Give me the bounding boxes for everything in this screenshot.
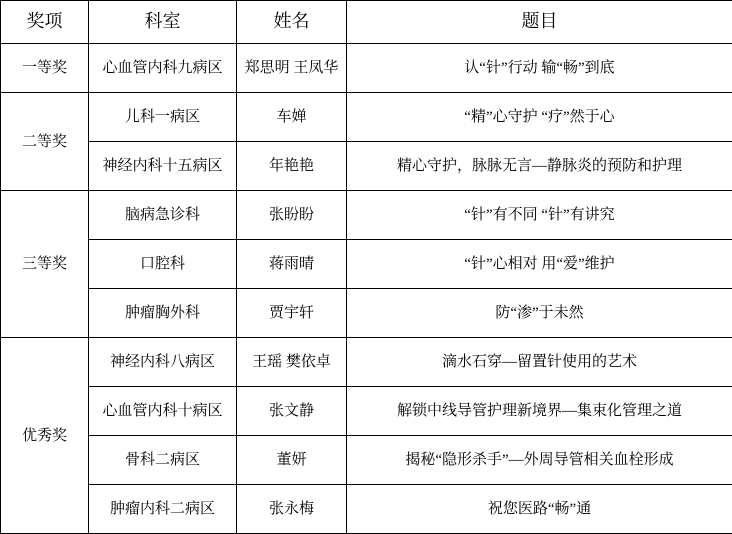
table-row xyxy=(1,289,732,338)
name-cell: 张永梅 xyxy=(237,485,347,534)
column-header-title: 题目 xyxy=(347,1,732,44)
table-row xyxy=(1,240,732,289)
department-cell: 脑病急诊科 xyxy=(89,191,237,240)
title-cell: 精心守护，脉脉无言—静脉炎的预防和护理 xyxy=(347,142,732,191)
name-cell: 张文静 xyxy=(237,387,347,436)
department-cell: 肿瘤内科二病区 xyxy=(89,485,237,534)
table-row xyxy=(1,436,732,485)
department-cell: 心血管内科十病区 xyxy=(89,387,237,436)
title-cell: 解锁中线导管护理新境界—集束化管理之道 xyxy=(347,387,732,436)
title-cell: “针”心相对 用“爱”维护 xyxy=(347,240,732,289)
table-row xyxy=(1,387,732,436)
title-cell: 滴水石穿—留置针使用的艺术 xyxy=(347,338,732,387)
award-cell-first-prize: 一等奖 xyxy=(1,44,89,93)
name-cell: 董妍 xyxy=(237,436,347,485)
award-cell-third-prize: 三等奖 xyxy=(1,191,89,338)
name-cell: 张盼盼 xyxy=(237,191,347,240)
name-cell: 车婵 xyxy=(237,93,347,142)
department-cell: 骨科二病区 xyxy=(89,436,237,485)
name-cell: 年艳艳 xyxy=(237,142,347,191)
department-cell: 心血管内科九病区 xyxy=(89,44,237,93)
table-row xyxy=(1,142,732,191)
name-cell: 蒋雨晴 xyxy=(237,240,347,289)
column-header-name: 姓名 xyxy=(237,1,347,44)
table-row xyxy=(1,93,732,142)
department-cell: 儿科一病区 xyxy=(89,93,237,142)
award-cell-excellence-prize: 优秀奖 xyxy=(1,338,89,534)
department-cell: 神经内科十五病区 xyxy=(89,142,237,191)
table-row xyxy=(1,338,732,387)
table-row xyxy=(1,485,732,534)
department-cell: 神经内科八病区 xyxy=(89,338,237,387)
column-header-award: 奖项 xyxy=(1,1,89,44)
name-cell: 王瑶 樊依卓 xyxy=(237,338,347,387)
title-cell: 防“渗”于未然 xyxy=(347,289,732,338)
table-row xyxy=(1,191,732,240)
table-row xyxy=(1,44,732,93)
name-cell: 郑思明 王凤华 xyxy=(237,44,347,93)
department-cell: 口腔科 xyxy=(89,240,237,289)
title-cell: 祝您医路“畅”通 xyxy=(347,485,732,534)
name-cell: 贾宇轩 xyxy=(237,289,347,338)
title-cell: 认“针”行动 输“畅”到底 xyxy=(347,44,732,93)
award-cell-second-prize: 二等奖 xyxy=(1,93,89,191)
department-cell: 肿瘤胸外科 xyxy=(89,289,237,338)
title-cell: “针”有不同 “针”有讲究 xyxy=(347,191,732,240)
title-cell: “精”心守护 “疗”然于心 xyxy=(347,93,732,142)
column-header-department: 科室 xyxy=(89,1,237,44)
table-header-row xyxy=(1,1,732,44)
title-cell: 揭秘“隐形杀手”—外周导管相关血栓形成 xyxy=(347,436,732,485)
